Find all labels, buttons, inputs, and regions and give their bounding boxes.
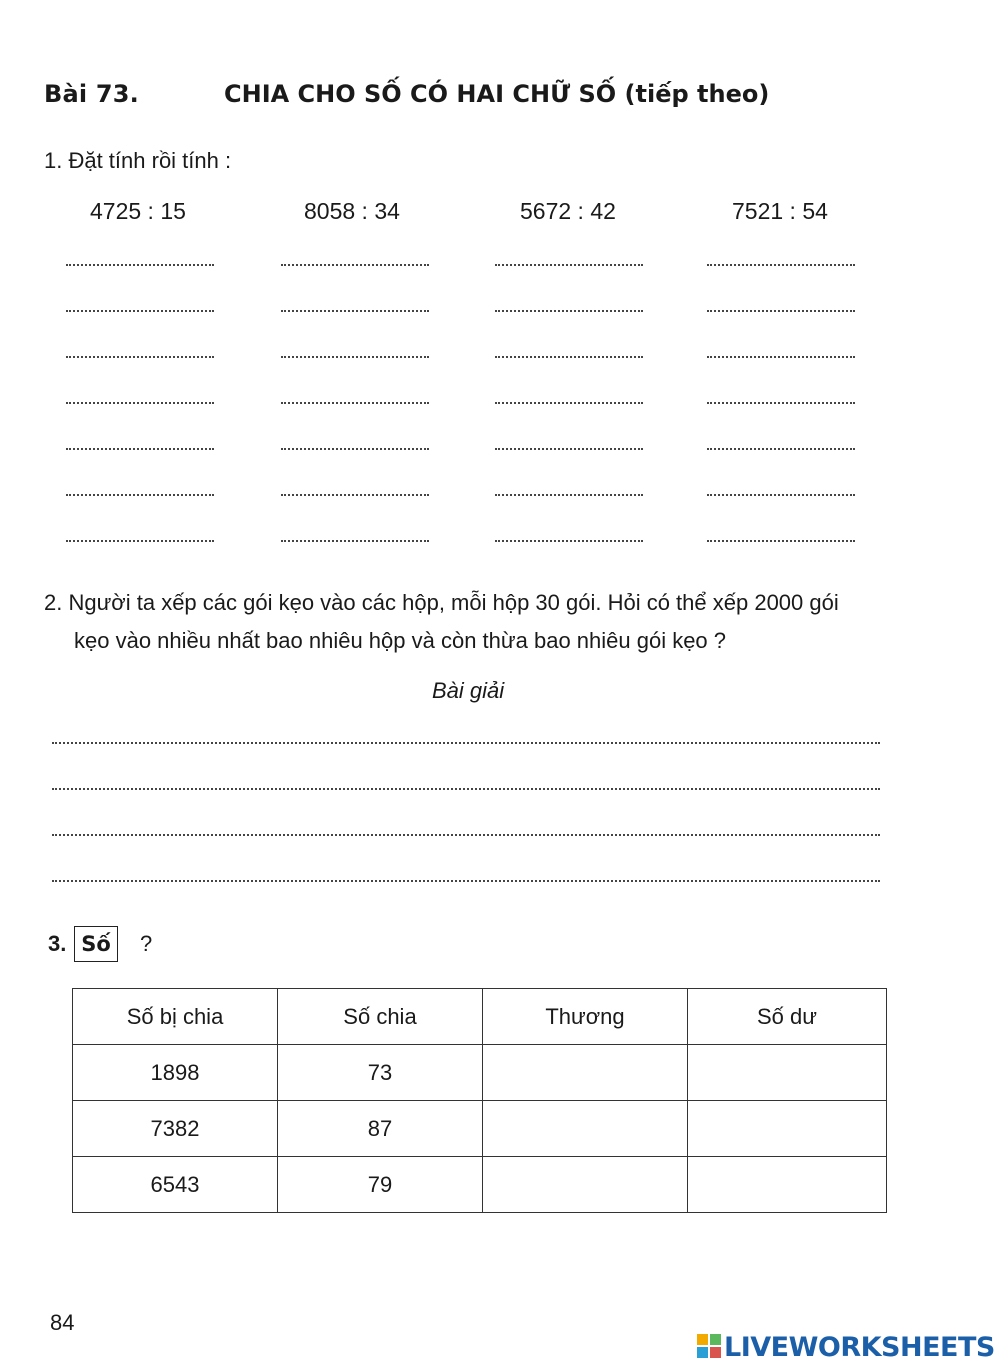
- liveworksheets-icon: [696, 1333, 722, 1359]
- exercise2-question-line2: kẹo vào nhiều nhất bao nhiêu hộp và còn thừa bao nhiêu gói kẹo ?: [74, 628, 727, 653]
- working-line[interactable]: [66, 494, 214, 496]
- solution-label: Bài giải: [432, 678, 505, 703]
- working-line[interactable]: [707, 448, 855, 450]
- working-line[interactable]: [495, 310, 643, 312]
- lesson-title: CHIA CHO SỐ CÓ HAI CHỮ SỐ (tiếp theo): [224, 80, 770, 108]
- working-line[interactable]: [281, 402, 429, 404]
- working-line[interactable]: [281, 264, 429, 266]
- working-line[interactable]: [707, 494, 855, 496]
- divisor-cell: 87: [278, 1101, 483, 1157]
- exercise2-question-line1: 2. Người ta xếp các gói kẹo vào các hộp, mỗi hộp 30 gói. Hỏi có thể xếp 2000 gói: [44, 590, 839, 615]
- working-line[interactable]: [281, 356, 429, 358]
- exercise3-box-label: Số: [74, 926, 118, 962]
- remainder-cell[interactable]: [688, 1045, 887, 1101]
- page-number: 84: [50, 1310, 75, 1335]
- remainder-cell[interactable]: [688, 1157, 887, 1213]
- header-divisor: Số chia: [278, 989, 483, 1045]
- working-line[interactable]: [707, 540, 855, 542]
- brand-name: LIVEWORKSHEETS: [724, 1332, 995, 1363]
- working-line[interactable]: [707, 402, 855, 404]
- working-line[interactable]: [495, 264, 643, 266]
- solution-line[interactable]: [52, 742, 880, 744]
- working-line[interactable]: [281, 448, 429, 450]
- working-line[interactable]: [495, 494, 643, 496]
- problem-2: 8058 : 34: [304, 198, 400, 224]
- working-line[interactable]: [66, 310, 214, 312]
- working-line[interactable]: [495, 448, 643, 450]
- dividend-cell: 1898: [73, 1045, 278, 1101]
- remainder-cell[interactable]: [688, 1101, 887, 1157]
- divisor-cell: 73: [278, 1045, 483, 1101]
- problem-3: 5672 : 42: [520, 198, 616, 224]
- dividend-cell: 6543: [73, 1157, 278, 1213]
- result-table: [72, 988, 887, 1213]
- quotient-cell[interactable]: [483, 1045, 688, 1101]
- header-dividend: Số bị chia: [73, 989, 278, 1045]
- exercise3-number: 3.: [48, 931, 67, 956]
- working-line[interactable]: [281, 310, 429, 312]
- divisor-cell: 79: [278, 1157, 483, 1213]
- working-line[interactable]: [66, 356, 214, 358]
- working-line[interactable]: [707, 264, 855, 266]
- working-line[interactable]: [281, 540, 429, 542]
- working-line[interactable]: [281, 494, 429, 496]
- working-line[interactable]: [495, 540, 643, 542]
- table-row: [73, 1101, 887, 1157]
- working-line[interactable]: [66, 540, 214, 542]
- quotient-cell[interactable]: [483, 1101, 688, 1157]
- brand-logo: [696, 1332, 995, 1363]
- problem-4: 7521 : 54: [732, 198, 828, 224]
- working-line[interactable]: [66, 448, 214, 450]
- working-line[interactable]: [66, 402, 214, 404]
- exercise1-heading: 1. Đặt tính rồi tính :: [44, 148, 232, 173]
- header-quotient: Thương: [483, 989, 688, 1045]
- working-line[interactable]: [66, 264, 214, 266]
- solution-line[interactable]: [52, 788, 880, 790]
- solution-line[interactable]: [52, 880, 880, 882]
- working-line[interactable]: [707, 356, 855, 358]
- table-header-row: [73, 989, 887, 1045]
- working-line[interactable]: [495, 356, 643, 358]
- problem-1: 4725 : 15: [90, 198, 186, 224]
- header-remainder: Số dư: [688, 989, 887, 1045]
- table-row: [73, 1157, 887, 1213]
- dividend-cell: 7382: [73, 1101, 278, 1157]
- exercise3-question-mark: ?: [140, 931, 153, 956]
- lesson-number: Bài 73.: [44, 80, 139, 108]
- solution-line[interactable]: [52, 834, 880, 836]
- quotient-cell[interactable]: [483, 1157, 688, 1213]
- table-row: [73, 1045, 887, 1101]
- working-line[interactable]: [707, 310, 855, 312]
- working-line[interactable]: [495, 402, 643, 404]
